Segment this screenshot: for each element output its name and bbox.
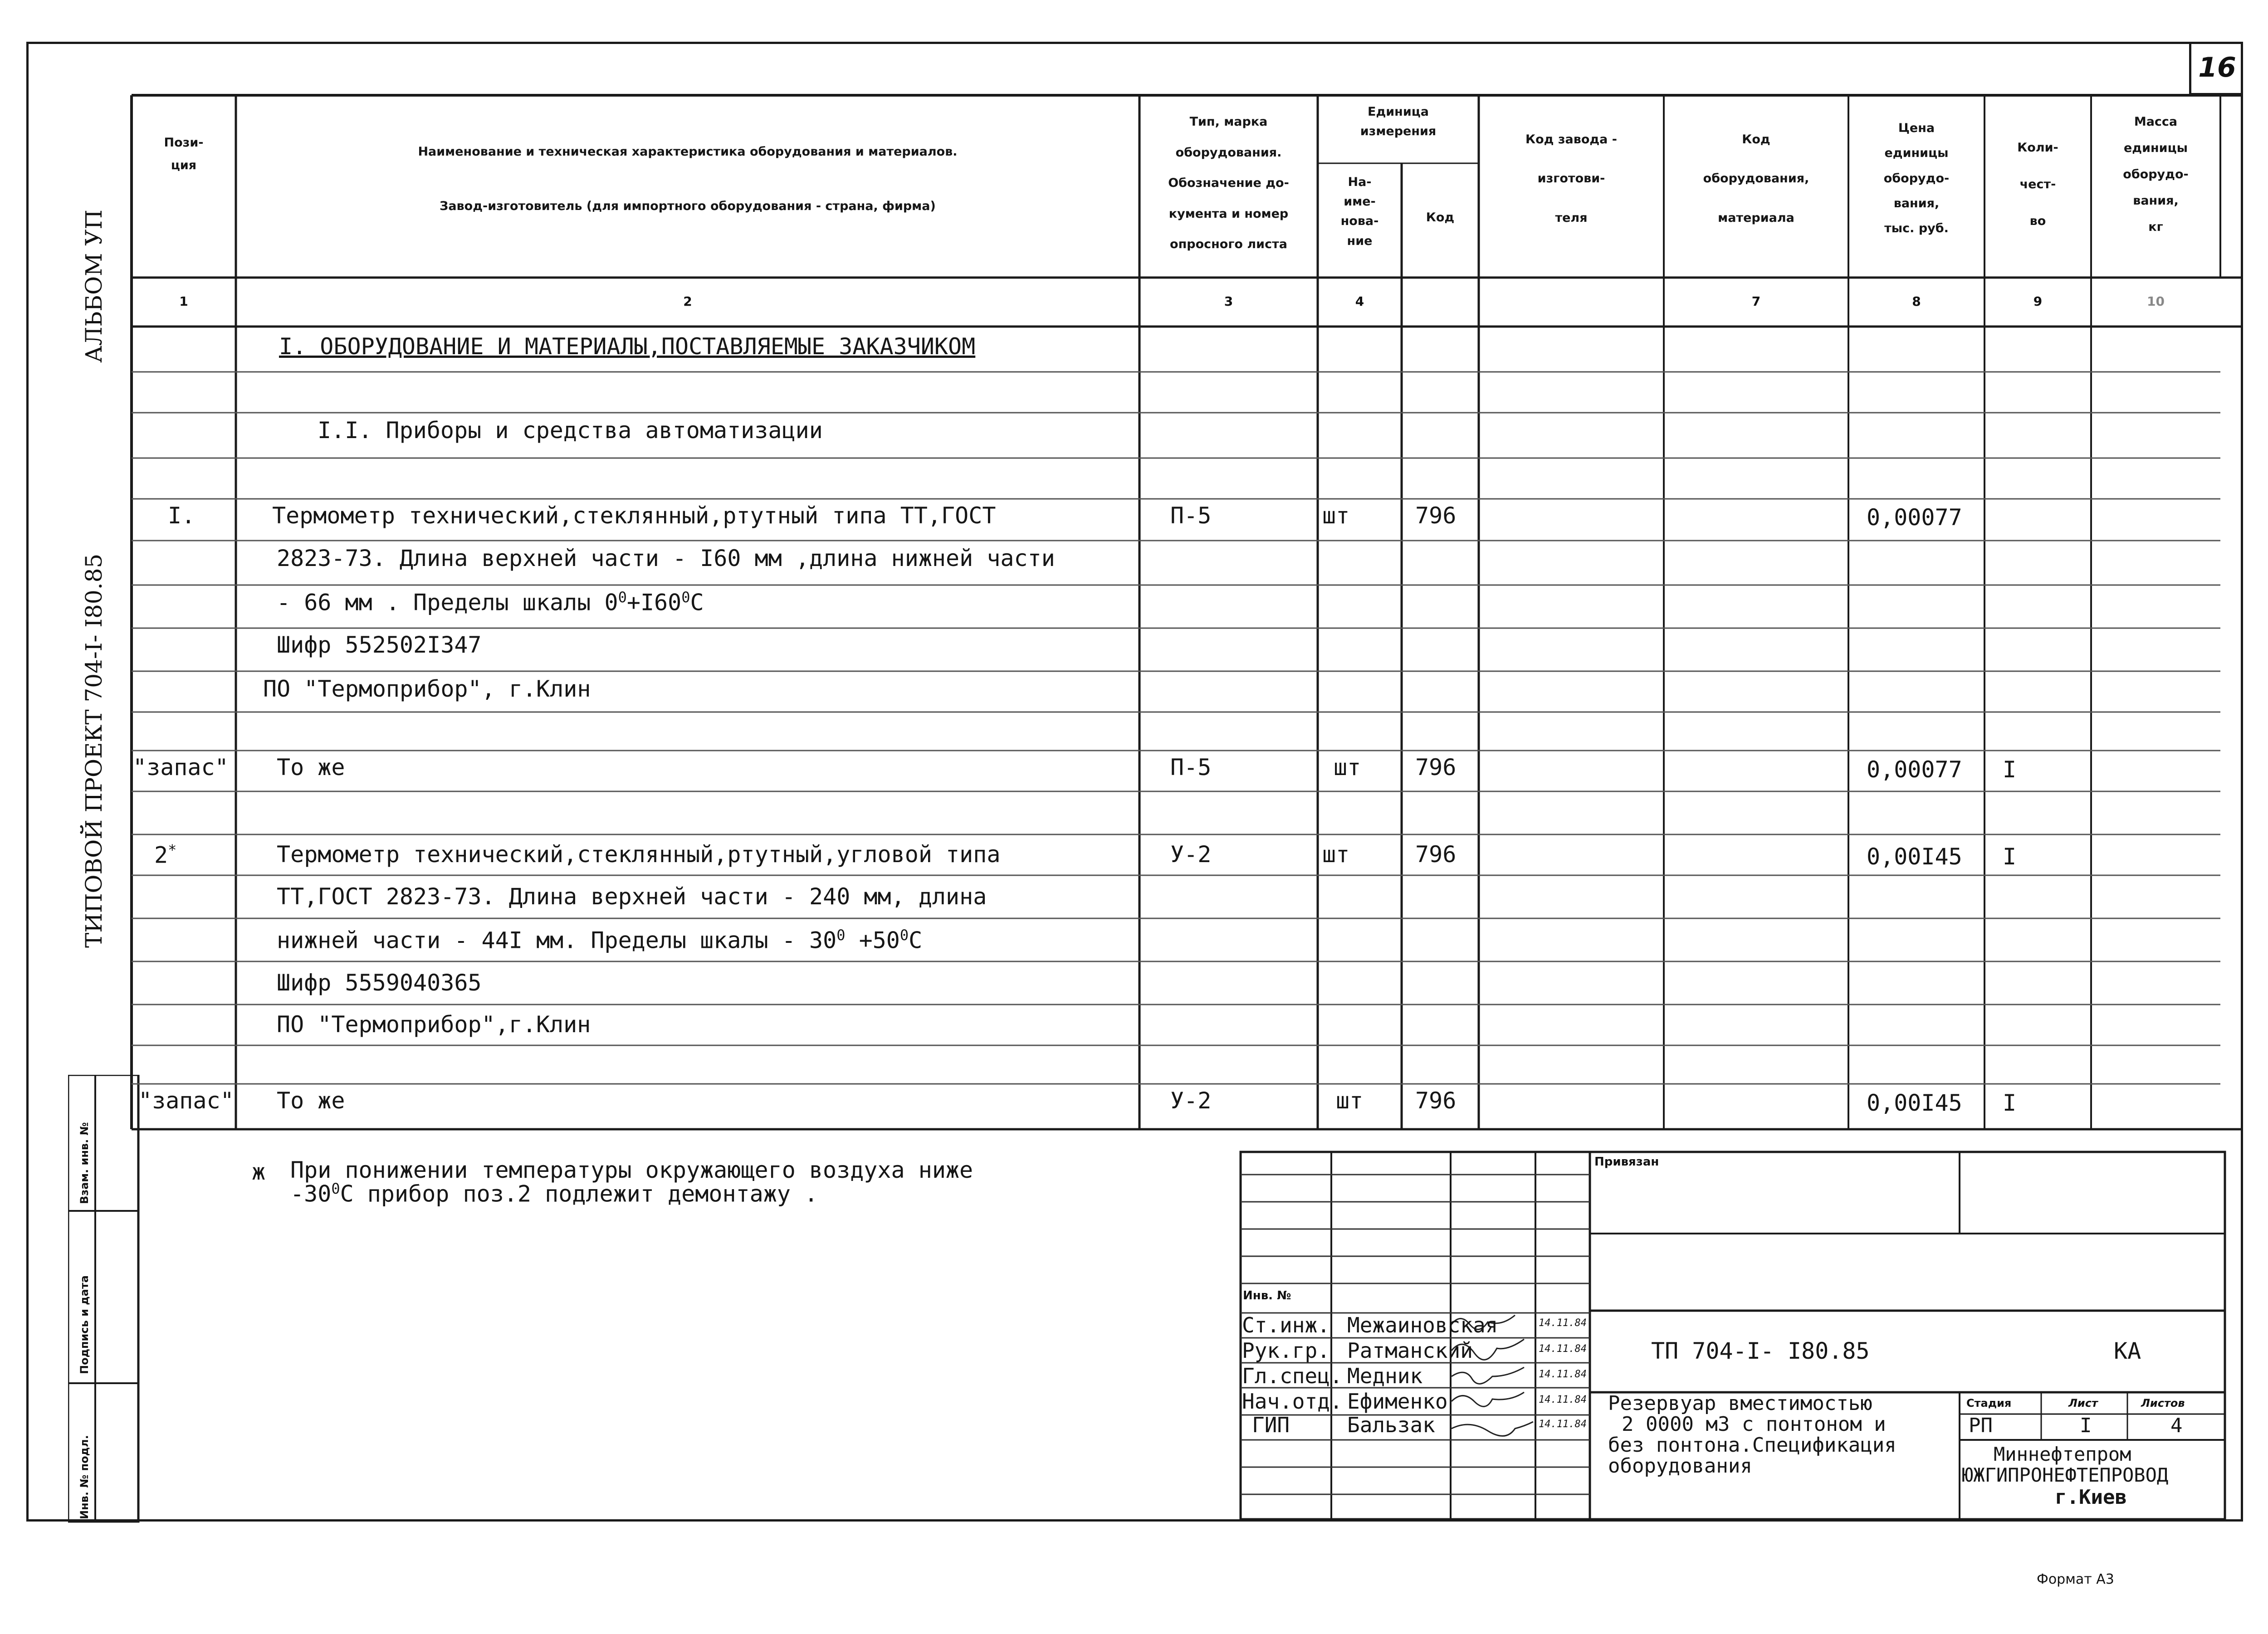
item2-price: 0,00I45 — [1867, 844, 1962, 870]
staff-name-1: Межаиновская — [1347, 1313, 1498, 1337]
sheets-value: 4 — [2170, 1414, 2183, 1437]
reserve2-type: У-2 — [1170, 1088, 1212, 1114]
header-unit-name: На- име- нова- ние — [1340, 175, 1379, 248]
footnote-line1: При понижении температуры окружающего воздуха ниже — [290, 1157, 973, 1183]
header-equipment-code: Код оборудования, материала — [1703, 132, 1809, 225]
item1-maker: ПО "Термоприбор", г.Клин — [263, 676, 591, 702]
reserve2-code: 796 — [1415, 1088, 1457, 1114]
item1-cipher: Шифр 552502I347 — [277, 632, 482, 658]
staff-name-5: Бальзак — [1347, 1413, 1435, 1437]
header-mass: Масса единицы оборудо- вания, кг — [2123, 115, 2189, 234]
staff-date-1: 14.11.84 — [1539, 1317, 1587, 1329]
colnum-8: 8 — [1912, 294, 1921, 309]
doc-code: ТП 704-I- I80.85 — [1651, 1338, 1870, 1364]
staff-date-4: 14.11.84 — [1539, 1394, 1587, 1405]
staff-role-4: Нач.отд. — [1242, 1389, 1343, 1414]
item2-cipher: Шифр 5559040365 — [277, 970, 482, 996]
stamp-replace-inv: Взам. инв. № — [78, 1122, 91, 1204]
sheet-label: Лист — [2068, 1397, 2098, 1410]
org-line-1: Миннефтепром — [1994, 1443, 2131, 1465]
item2-unit: шт — [1322, 841, 1350, 868]
footnote-mark: ж — [252, 1159, 266, 1185]
header-name-line2: Завод-изготовитель (для импортного оборудования - страна, фирма) — [440, 199, 936, 213]
item2-line2: ТТ,ГОСТ 2823-73. Длина верхней части - 240 мм, длина — [277, 883, 987, 910]
reserve1-name: То же — [277, 754, 345, 780]
header-unit-price: Цена единицы оборудо- вания, тыс. руб. — [1883, 121, 1950, 236]
reserve1-unit: шт — [1334, 754, 1361, 780]
desc-line-1: Резервуар вместимостью — [1608, 1392, 1872, 1415]
header-unit-code: Код — [1426, 210, 1455, 224]
sheet-value: I — [2080, 1414, 2092, 1437]
signature-5 — [1452, 1422, 1533, 1436]
privyazan-label: Привязан — [1594, 1155, 1659, 1169]
item1-code: 796 — [1415, 502, 1457, 529]
header-factory-code: Код завода - изготови- теля — [1525, 132, 1617, 225]
stage-value: РП — [1969, 1414, 1993, 1437]
header-name-line1: Наименование и техническая характеристика оборудования и материалов. — [418, 145, 958, 159]
section-heading: I. ОБОРУДОВАНИЕ И МАТЕРИАЛЫ,ПОСТАВЛЯЕМЫЕ ЗАКАЗЧИКОМ — [279, 333, 976, 360]
item1-line2: 2823-73. Длина верхней части - I60 мм ,длина нижней части — [277, 545, 1055, 571]
colnum-9: 9 — [2033, 294, 2043, 309]
item2-type: У-2 — [1170, 841, 1212, 868]
album-label: АЛЬБОМ УП — [81, 210, 107, 363]
stage-label: Стадия — [1966, 1397, 2012, 1410]
staff-role-3: Гл.спец. — [1242, 1364, 1343, 1388]
item2-maker: ПО "Термоприбор",г.Клин — [277, 1011, 591, 1038]
item1-type: П-5 — [1170, 502, 1212, 529]
org-line-3: г.Киев — [2055, 1486, 2127, 1509]
pos-1: I. — [168, 502, 196, 529]
staff-role-2: Рук.гр. — [1242, 1338, 1330, 1363]
header-quantity: Коли- чест- во — [2017, 141, 2058, 228]
colnum-3: 3 — [1224, 294, 1233, 309]
signature-3 — [1452, 1367, 1524, 1384]
item1-line3: - 66 мм . Пределы шкалы $0^0+I60^0С$ — [277, 589, 704, 616]
item2-qty: I — [2003, 844, 2017, 870]
header-type: Тип, марка оборудования. Обозначение до- кумента и номер опросного листа — [1168, 115, 1289, 251]
colnum-10: 10 — [2147, 294, 2165, 309]
desc-line-3: без понтона.Спецификация — [1608, 1434, 1897, 1457]
staff-role-5: ГИП — [1252, 1413, 1290, 1437]
item2-code: 796 — [1415, 841, 1457, 868]
item2-line1: Термометр технический,стеклянный,ртутный,угловой типа — [277, 841, 1001, 868]
colnum-1: 1 — [179, 294, 188, 309]
colnum-2: 2 — [683, 294, 692, 309]
colnum-4: 4 — [1355, 294, 1364, 309]
desc-line-2: 2 0000 м3 с понтоном и — [1622, 1413, 1886, 1436]
project-label: ТИПОВОЙ ПРОЕКТ 704-I- I80.85 — [81, 553, 107, 948]
staff-date-3: 14.11.84 — [1539, 1369, 1587, 1380]
reserve1-qty: I — [2003, 756, 2017, 783]
subsection-heading: I.I. Приборы и средства автоматизации — [318, 417, 823, 444]
colnum-7: 7 — [1751, 294, 1761, 309]
reserve2-pos: "запас" — [138, 1088, 234, 1114]
staff-name-3: Медник — [1347, 1364, 1423, 1388]
item1-line1: Термометр технический,стеклянный,ртутный типа ТТ,ГОСТ — [272, 502, 996, 529]
desc-line-4: оборудования — [1608, 1454, 1752, 1478]
sheet-number-box: 16 — [2189, 42, 2243, 95]
staff-role-1: Ст.инж. — [1242, 1313, 1330, 1337]
format-label: Формат А3 — [2037, 1571, 2114, 1587]
reserve1-price: 0,00077 — [1867, 756, 1962, 783]
item1-price: 0,00077 — [1867, 504, 1962, 531]
footnote-line2: $-30^0С$ прибор поз.2 подлежит демонтажу . — [290, 1180, 818, 1207]
header-unit-group: Единица измерения — [1360, 105, 1437, 139]
staff-name-4: Ефименко — [1347, 1389, 1448, 1414]
reserve1-pos: "запас" — [133, 754, 229, 780]
header-position: Пози- ция — [164, 136, 204, 172]
doc-mark: КА — [2114, 1338, 2141, 1364]
signature-4 — [1452, 1392, 1524, 1406]
reserve2-unit: шт — [1336, 1088, 1364, 1114]
staff-date-5: 14.11.84 — [1539, 1419, 1587, 1430]
reserve2-name: То же — [277, 1088, 345, 1114]
reserve1-type: П-5 — [1170, 754, 1212, 780]
sheets-label: Листов — [2141, 1397, 2185, 1410]
inv-no-label: Инв. № — [1243, 1289, 1291, 1302]
item1-unit: шт — [1322, 502, 1350, 529]
reserve1-code: 796 — [1415, 754, 1457, 780]
stamp-sign-date: Подпись и дата — [78, 1275, 91, 1374]
reserve2-qty: I — [2003, 1090, 2017, 1116]
staff-name-2: Ратманский — [1347, 1338, 1473, 1363]
reserve2-price: 0,00I45 — [1867, 1090, 1962, 1116]
stamp-inv-no: Инв. № подл. — [78, 1435, 91, 1519]
pos-2: 2* — [154, 841, 177, 868]
staff-date-2: 14.11.84 — [1539, 1343, 1587, 1355]
item2-line3: нижней части - 44I мм. Пределы шкалы - $30^0 +50^0С$ — [277, 927, 923, 954]
org-line-2: ЮЖГИПРОНЕФТЕПРОВОД — [1962, 1464, 2169, 1486]
